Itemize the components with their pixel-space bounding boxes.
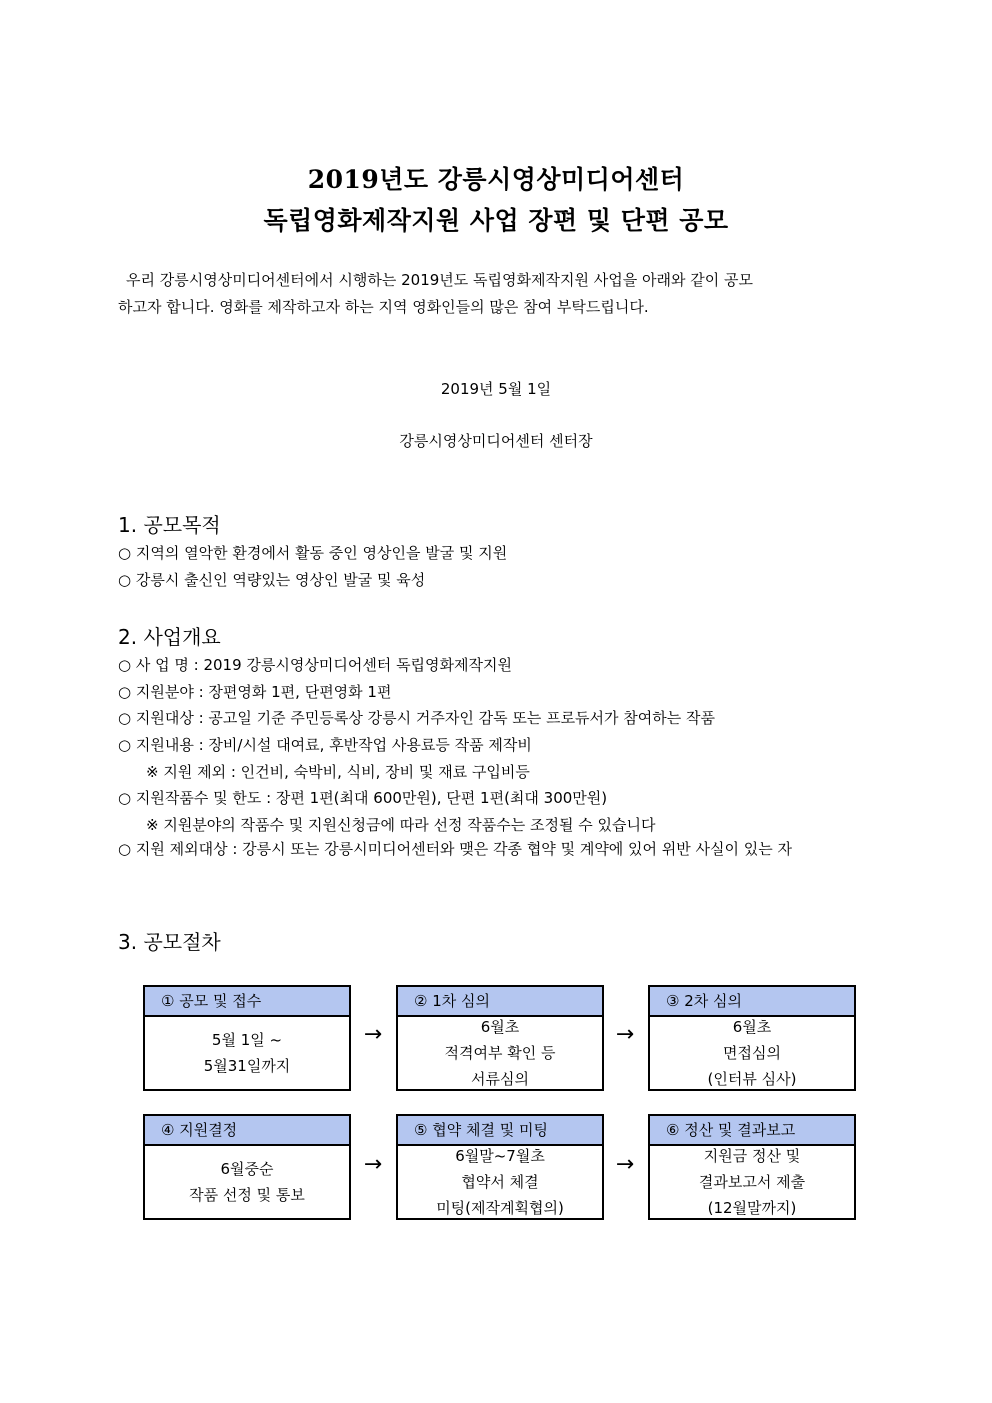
section2-item: ○ 사 업 명 : 2019 강릉시영상미디어센터 독립영화제작지원 — [118, 656, 512, 674]
step-line: 서류심의 — [471, 1070, 529, 1088]
step-line: 결과보고서 제출 — [698, 1173, 806, 1191]
step-title: ② 1차 심의 — [398, 987, 602, 1017]
section1-heading: 1. 공모목적 — [118, 513, 221, 537]
section1-item: ○ 강릉시 출신인 역량있는 영상인 발굴 및 육성 — [118, 571, 426, 589]
step-line: 5월31일까지 — [203, 1057, 291, 1075]
intro-line-1: 우리 강릉시영상미디어센터에서 시행하는 2019년도 독립영화제작지원 사업을 아래와 같이 공모 — [126, 271, 753, 289]
section1-item: ○ 지역의 열악한 환경에서 활동 중인 영상인을 발굴 및 지원 — [118, 544, 508, 562]
section2-item: ○ 지원분야 : 장편영화 1편, 단편영화 1편 — [118, 683, 392, 701]
section2-note: ※ 지원분야의 작품수 및 지원신청금에 따라 선정 작품수는 조정될 수 있습니다 — [146, 816, 656, 834]
intro-line-2: 하고자 합니다. 영화를 제작하고자 하는 지역 영화인들의 많은 참여 부탁드립니다. — [118, 298, 649, 316]
section2-item: ○ 지원내용 : 장비/시설 대여료, 후반작업 사용료등 작품 제작비 — [118, 736, 532, 754]
step-title: ① 공모 및 접수 — [145, 987, 349, 1017]
step-title: ⑥ 정산 및 결과보고 — [650, 1116, 854, 1146]
section2-note: ※ 지원 제외 : 인건비, 숙박비, 식비, 장비 및 재료 구입비등 — [146, 763, 530, 781]
step-title: ③ 2차 심의 — [650, 987, 854, 1017]
section2-item: ○ 지원작품수 및 한도 : 장편 1편(최대 600만원), 단편 1편(최대 300만원) — [118, 789, 608, 807]
title-line-1: 2019년도 강릉시영상미디어센터 — [307, 165, 685, 194]
step-line: 6월초 — [732, 1018, 772, 1036]
step-line: 적격여부 확인 등 — [444, 1044, 556, 1062]
step-line: 지원금 정산 및 — [703, 1147, 801, 1165]
section3-heading: 3. 공모절차 — [118, 930, 221, 954]
procedure-step — [143, 1114, 351, 1220]
arrow-right-icon: → — [615, 1022, 635, 1047]
procedure-step — [396, 1114, 604, 1220]
step-line: 면접심의 — [723, 1044, 781, 1062]
arrow-right-icon: → — [615, 1152, 635, 1177]
step-title: ④ 지원결정 — [145, 1116, 349, 1146]
step-line: 6월초 — [480, 1018, 520, 1036]
notice-date: 2019년 5월 1일 — [440, 380, 552, 398]
procedure-step — [648, 1114, 856, 1220]
step-line: 6월말~7월초 — [455, 1147, 545, 1165]
step-line: 미팅(제작계획협의) — [436, 1199, 564, 1217]
step-line: 5월 1일 ~ — [211, 1031, 283, 1049]
section2-heading: 2. 사업개요 — [118, 625, 221, 649]
title-line-2: 독립영화제작지원 사업 장편 및 단편 공모 — [263, 206, 729, 235]
step-line: 작품 선정 및 통보 — [189, 1186, 305, 1204]
procedure-step — [143, 985, 351, 1091]
arrow-right-icon: → — [363, 1152, 383, 1177]
arrow-right-icon: → — [363, 1022, 383, 1047]
procedure-step — [396, 985, 604, 1091]
step-line: 6월중순 — [220, 1160, 274, 1178]
step-line: (12월말까지) — [707, 1199, 797, 1217]
section2-item: ○ 지원 제외대상 : 강릉시 또는 강릉시미디어센터와 맺은 각종 협약 및 계약에 있어 위반 사실이 있는 자 — [118, 840, 793, 858]
issuer: 강릉시영상미디어센터 센터장 — [399, 432, 593, 450]
step-line: (인터뷰 심사) — [707, 1070, 797, 1088]
step-title: ⑤ 협약 체결 및 미팅 — [398, 1116, 602, 1146]
section2-item: ○ 지원대상 : 공고일 기준 주민등록상 강릉시 거주자인 감독 또는 프로듀서가 참여하는 작품 — [118, 709, 716, 727]
procedure-step — [648, 985, 856, 1091]
step-line: 협약서 체결 — [461, 1173, 539, 1191]
